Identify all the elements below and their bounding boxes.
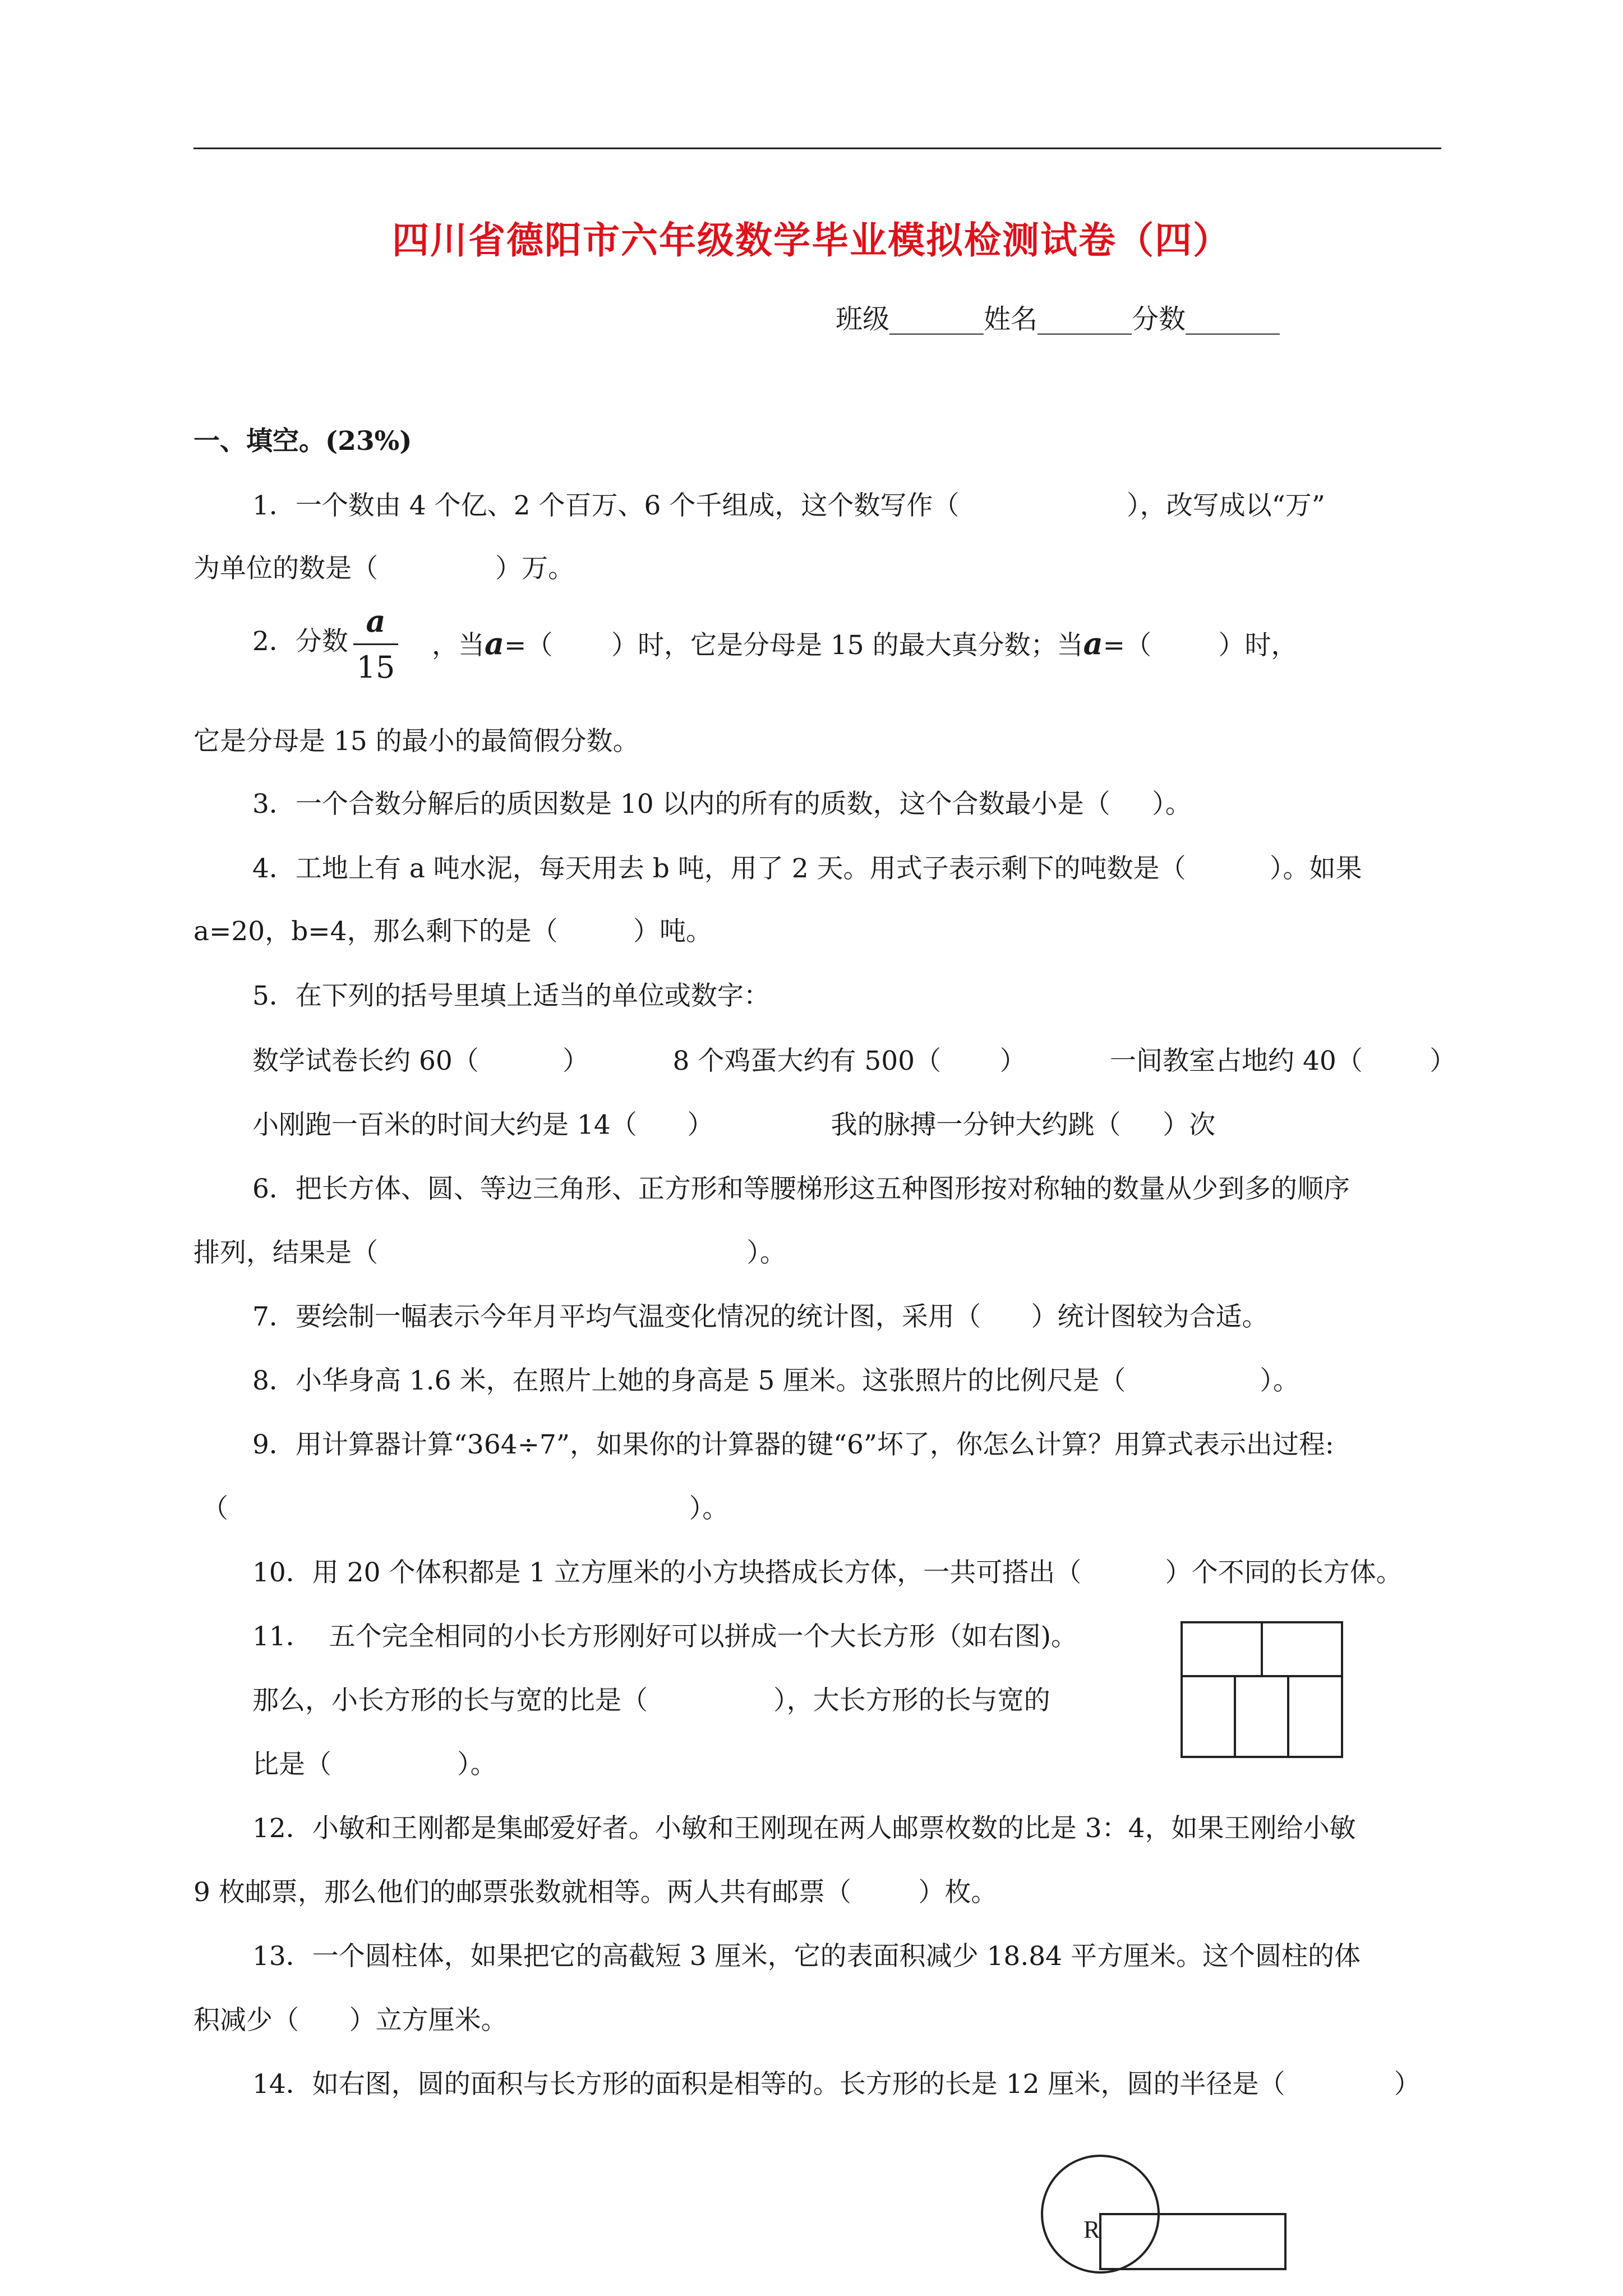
question-2-prefix: 2．分数 (252, 626, 348, 657)
question-6-line-2: 排列，结果是（ ）。 (193, 1237, 786, 1268)
header-rule (193, 148, 1441, 149)
question-10: 10．用 20 个体积都是 1 立方厘米的小方块搭成长方体，一共可搭出（ ）个不同的长方体。 (252, 1557, 1403, 1588)
rectangle-shape (1100, 2214, 1285, 2269)
question-1-line-2: 为单位的数是（ ）万。 (193, 553, 575, 584)
question-13-line-1: 13．一个圆柱体，如果把它的高截短 3 厘米，它的表面积减少 18.84 平方厘米。这个圆柱的体 (252, 1941, 1361, 1972)
rectangles-figure (1181, 1621, 1349, 1767)
question-5-row-2: 小刚跑一百米的时间大约是 14（ ） 我的脉搏一分钟大约跳（ ）次 (252, 1110, 1216, 1140)
variable-a: a (485, 625, 504, 661)
question-12-line-1: 12．小敏和王刚都是集邮爱好者。小敏和王刚现在两人邮票枚数的比是 3：4，如果王刚给小敏 (252, 1813, 1356, 1844)
question-11-line-2: 那么，小长方形的长与宽的比是（ ），大长方形的长与宽的 (252, 1685, 1050, 1716)
question-2-line-2: 它是分母是 15 的最小的最简假分数。 (193, 726, 639, 757)
question-8: 8．小华身高 1.6 米，在照片上她的身高是 5 厘米。这张照片的比例尺是（ ）。 (252, 1365, 1299, 1396)
question-11-line-1: 11． 五个完全相同的小长方形刚好可以拼成一个大长方形（如右图)。 (252, 1621, 1078, 1652)
q2-segment: =（ ）时，它是分母是 15 的最大真分数；当 (504, 630, 1083, 661)
fraction-a-over-15 (351, 603, 401, 685)
question-6-line-1: 6．把长方体、圆、等边三角形、正方形和等腰梯形这五种图形按对称轴的数量从少到多的顺序 (252, 1174, 1350, 1204)
radius-label: R (1083, 2216, 1100, 2243)
fraction-numerator: a (366, 603, 386, 639)
question-12-line-2: 9 枚邮票，那么他们的邮票张数就相等。两人共有邮票（ ）枚。 (193, 1877, 998, 1908)
q2-segment: =（ ）时， (1103, 630, 1298, 661)
question-2-text (432, 625, 1298, 661)
exam-title: 四川省德阳市六年级数学毕业模拟检测试卷（四） (392, 218, 1231, 262)
student-info-line: 班级_______姓名_______分数_______ (836, 303, 1280, 335)
question-9-line-1: 9．用计算器计算“364÷7”，如果你的计算器的键“6”坏了，你怎么计算？用算式表示出过程: (252, 1429, 1334, 1460)
question-14: 14．如右图，圆的面积与长方形的面积是相等的。长方形的长是 12 厘米，圆的半径是（ ） (252, 2069, 1421, 2100)
question-3: 3．一个合数分解后的质因数是 10 以内的所有的质数，这个合数最小是（ ）。 (252, 789, 1192, 820)
fraction-bar (353, 643, 398, 645)
question-5: 5．在下列的括号里填上适当的单位或数字： (252, 981, 770, 1011)
question-7: 7．要绘制一幅表示今年月平均气温变化情况的统计图，采用（ ）统计图较为合适。 (252, 1301, 1269, 1332)
question-1-line-1: 1．一个数由 4 个亿、2 个百万、6 个千组成，这个数写作（ ），改写成以“万” (252, 490, 1325, 521)
question-9-line-2: （ ）。 (202, 1493, 729, 1524)
question-11-line-3: 比是（ ）。 (252, 1749, 497, 1780)
question-5-row-1: 数学试卷长约 60（ ） 8 个鸡蛋大约有 500（ ） 一间教室占地约 40（ ） (252, 1046, 1456, 1076)
variable-a: a (1083, 625, 1103, 661)
circle-rectangle-figure (1038, 2151, 1307, 2286)
question-4-line-1: 4．工地上有 a 吨水泥，每天用去 b 吨，用了 2 天。用式子表示剩下的吨数是（ ）。如果 (252, 853, 1362, 884)
question-4-line-2: a=20，b=4，那么剩下的是（ ）吨。 (193, 916, 713, 947)
question-13-line-2: 积减少（ ）立方厘米。 (193, 2005, 508, 2036)
fraction-denominator: 15 (356, 650, 395, 685)
q2-segment: ，当 (432, 630, 485, 661)
section-heading: 一、填空。(23%) (193, 426, 412, 457)
